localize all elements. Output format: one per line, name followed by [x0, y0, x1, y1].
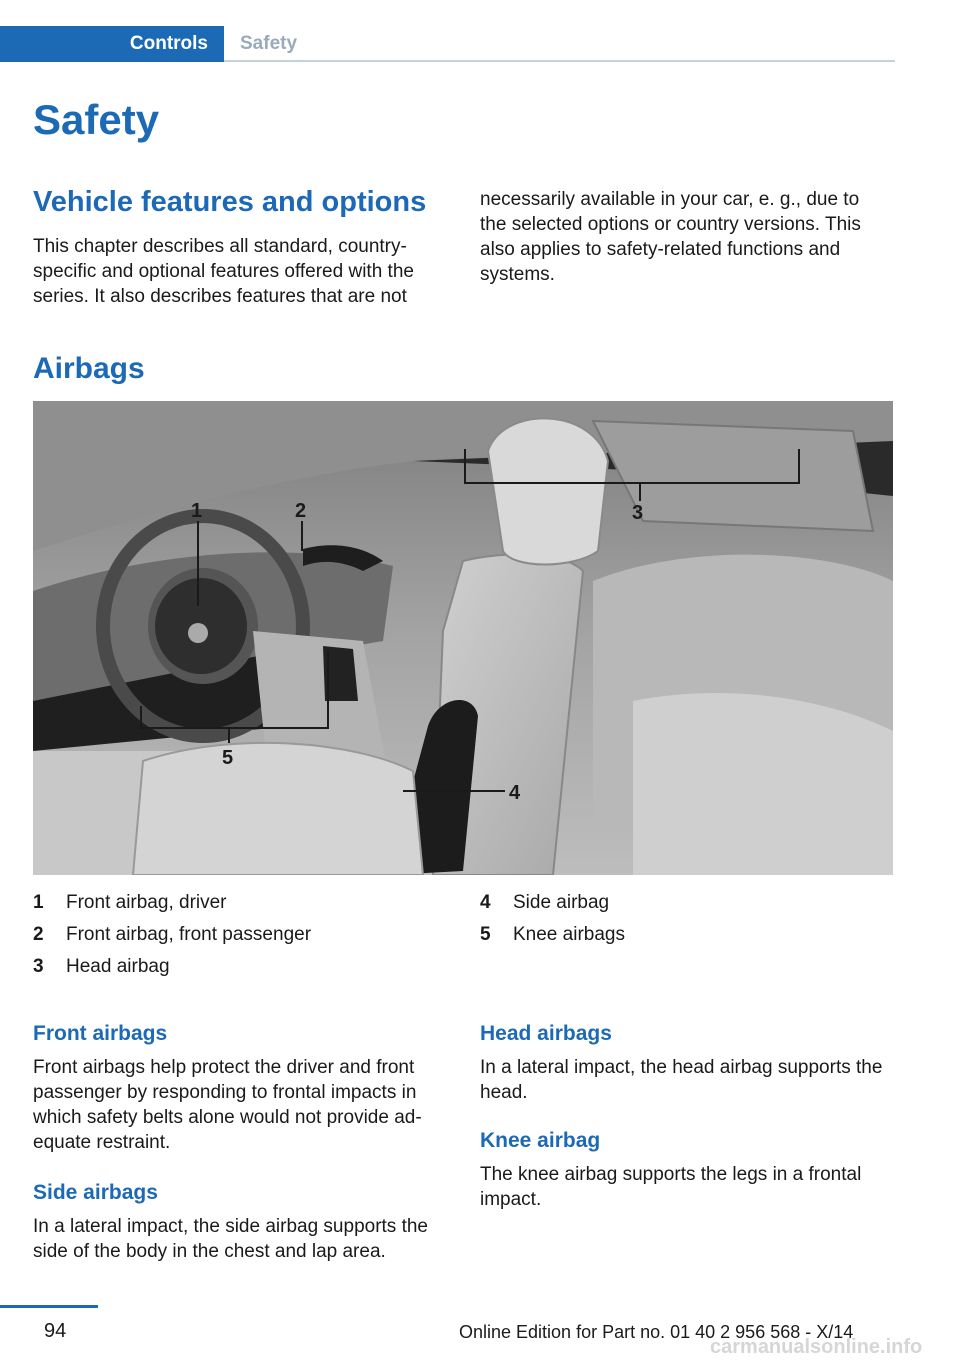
side-airbags-text: In a lateral impact, the side airbag supports the side of the body in the chest and lap area.	[33, 1216, 429, 1262]
legend-item	[33, 951, 453, 983]
callout-2: 2	[295, 500, 307, 522]
legend-item	[480, 919, 900, 951]
head-airbags-heading: Head airbags	[480, 1022, 612, 1045]
callout-5: 5	[222, 747, 234, 769]
page-number: 94	[44, 1320, 67, 1342]
legend-label: Front airbag, front passenger	[66, 924, 312, 945]
legend-item	[33, 919, 453, 951]
vehicle-features-text-col2: necessarily available in your car, e. g., due to the selected options or country versions. This also applies to safety-related functions and systems.	[480, 189, 861, 285]
legend-label: Front airbag, driver	[66, 892, 227, 913]
car-interior-drawing	[33, 401, 893, 875]
page-title: Safety	[33, 96, 160, 143]
legend-item	[33, 887, 453, 919]
callout-3: 3	[632, 502, 644, 524]
knee-airbag-heading: Knee airbag	[480, 1129, 601, 1152]
tab-controls[interactable]: Controls	[0, 26, 224, 62]
legend-number: 5	[480, 924, 491, 945]
figure-legend-right	[480, 887, 900, 951]
side-airbags-heading: Side airbags	[33, 1181, 158, 1204]
header-divider	[224, 60, 895, 62]
legend-label: Side airbag	[513, 892, 610, 913]
legend-number: 3	[33, 956, 44, 977]
legend-item	[480, 887, 900, 919]
watermark: carmanualsonline.info	[710, 1336, 923, 1358]
tab-safety[interactable]: Safety	[240, 33, 298, 54]
callout-1: 1	[191, 500, 203, 522]
front-airbags-text: Front airbags help protect the driver and front passenger by responding to frontal impacts in which safety belts alone would not provide ad-equate restraint.	[33, 1057, 422, 1153]
footer-rule	[0, 1305, 98, 1308]
vehicle-features-text-col1: This chapter describes all standard, country-specific and optional features offered with the series. It also describes features that are not	[33, 236, 414, 307]
legend-number: 1	[33, 892, 44, 913]
callout-4: 4	[509, 782, 521, 804]
front-airbags-heading: Front airbags	[33, 1022, 168, 1045]
vehicle-features-heading: Vehicle features and options	[33, 186, 427, 218]
figure-legend-left	[33, 887, 453, 983]
knee-airbag-text: The knee airbag supports the legs in a frontal impact.	[480, 1164, 862, 1210]
legend-label: Knee airbags	[513, 924, 625, 945]
legend-number: 2	[33, 924, 44, 945]
legend-number: 4	[480, 892, 491, 913]
legend-label: Head airbag	[66, 956, 170, 977]
header-tabbar	[0, 26, 895, 62]
airbag-illustration	[33, 401, 893, 875]
edition-note: Online Edition for Part no. 01 40 2 956 568 - X/14	[459, 1322, 854, 1342]
head-airbags-text: In a lateral impact, the head airbag supports the head.	[480, 1057, 883, 1103]
airbags-heading: Airbags	[33, 352, 145, 385]
